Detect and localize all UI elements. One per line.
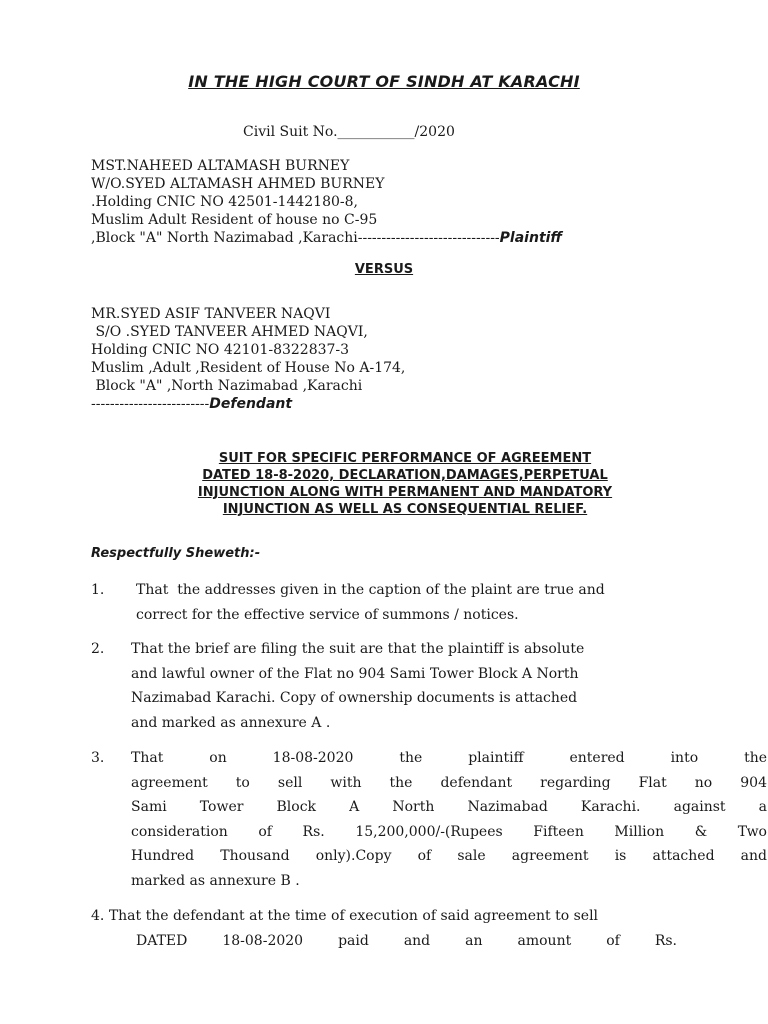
paragraph-line: That the defendant at the time of execution of said agreement to sell (108, 908, 599, 924)
paragraph-line: agreement to sell with the defendant regarding Flat no 904 (131, 774, 767, 791)
paragraph-number: 3. (91, 750, 105, 766)
suit-title-line: DATED 18-8-2020, DECLARATION,DAMAGES,PERPETUAL (202, 468, 608, 483)
paragraph-line: DATED 18-08-2020 paid and an amount of Rs. (136, 932, 677, 949)
paragraph-body (131, 637, 761, 735)
paragraph-first-line (91, 904, 677, 929)
plaintiff-block (91, 157, 562, 247)
defendant-line: Holding CNIC NO 42101-8322837-3 (91, 342, 350, 358)
defendant-dashes: ------------------------- (91, 396, 210, 412)
paragraph-line: That the addresses given in the caption of the plaint are true and (136, 582, 605, 598)
defendant-line: Muslim ,Adult ,Resident of House No A-174, (91, 360, 406, 376)
versus-heading: VERSUS (354, 262, 414, 277)
defendant-line (91, 395, 405, 413)
defendant-block (91, 305, 405, 413)
paragraph-line: Nazimabad Karachi. Copy of ownership documents is attached (131, 690, 578, 706)
plaintiff-line: MST.NAHEED ALTAMASH BURNEY (91, 158, 350, 174)
paragraph-line: That on 18-08-2020 the plaintiff entered into the (131, 750, 767, 766)
plaintiff-line: W/O.SYED ALTAMASH AHMED BURNEY (91, 176, 385, 192)
paragraph-line: and marked as annexure A . (131, 714, 331, 731)
defendant-line: Block "A" ,North Nazimabad ,Karachi (91, 378, 363, 394)
paragraph-line: Sami Tower Block A North Nazimabad Karachi. against a (131, 799, 767, 815)
paragraph-4 (91, 904, 677, 953)
plaintiff-line (91, 229, 562, 247)
suit-title (120, 450, 690, 518)
plaintiff-line: .Holding CNIC NO 42501-1442180-8, (91, 194, 358, 210)
paragraph-number: 4. (91, 908, 105, 924)
paragraph-number: 2. (91, 641, 105, 657)
defendant-line: S/O .SYED TANVEER AHMED NAQVI, (91, 324, 368, 340)
defendant-line: MR.SYED ASIF TANVEER NAQVI (91, 306, 331, 322)
defendant-role-label: Defendant (209, 396, 293, 412)
paragraph-body (136, 578, 766, 627)
plaintiff-address-text: ,Block "A" North Nazimabad ,Karachi------------------------------ (91, 230, 500, 246)
suit-number: Civil Suit No.___________/2020 (243, 124, 455, 140)
paragraph-line: marked as annexure B . (131, 872, 300, 889)
paragraph-line: correct for the effective service of summons / notices. (136, 606, 519, 623)
paragraph-number: 1. (91, 582, 105, 598)
plaintiff-role-label: Plaintiff (499, 230, 563, 246)
suit-title-line: INJUNCTION AS WELL AS CONSEQUENTIAL RELIEF. (222, 502, 588, 517)
paragraph-line: That the brief are filing the suit are that the plaintiff is absolute (131, 641, 585, 657)
paragraph-line: and lawful owner of the Flat no 904 Sami Tower Block A North (131, 665, 579, 682)
paragraph-line: consideration of Rs. 15,200,000/-(Rupees Fifteen Million & Two (131, 823, 767, 840)
paragraph-body (131, 746, 767, 893)
plaintiff-line: Muslim Adult Resident of house no C-95 (91, 212, 378, 228)
paragraph-line: Hundred Thousand only).Copy of sale agreement is attached and (131, 848, 767, 864)
court-title: IN THE HIGH COURT OF SINDH AT KARACHI (188, 72, 580, 91)
suit-title-line: SUIT FOR SPECIFIC PERFORMANCE OF AGREEMENT (218, 451, 592, 466)
suit-title-line: INJUNCTION ALONG WITH PERMANENT AND MANDATORY (197, 485, 613, 500)
salutation: Respectfully Sheweth:- (91, 546, 261, 561)
